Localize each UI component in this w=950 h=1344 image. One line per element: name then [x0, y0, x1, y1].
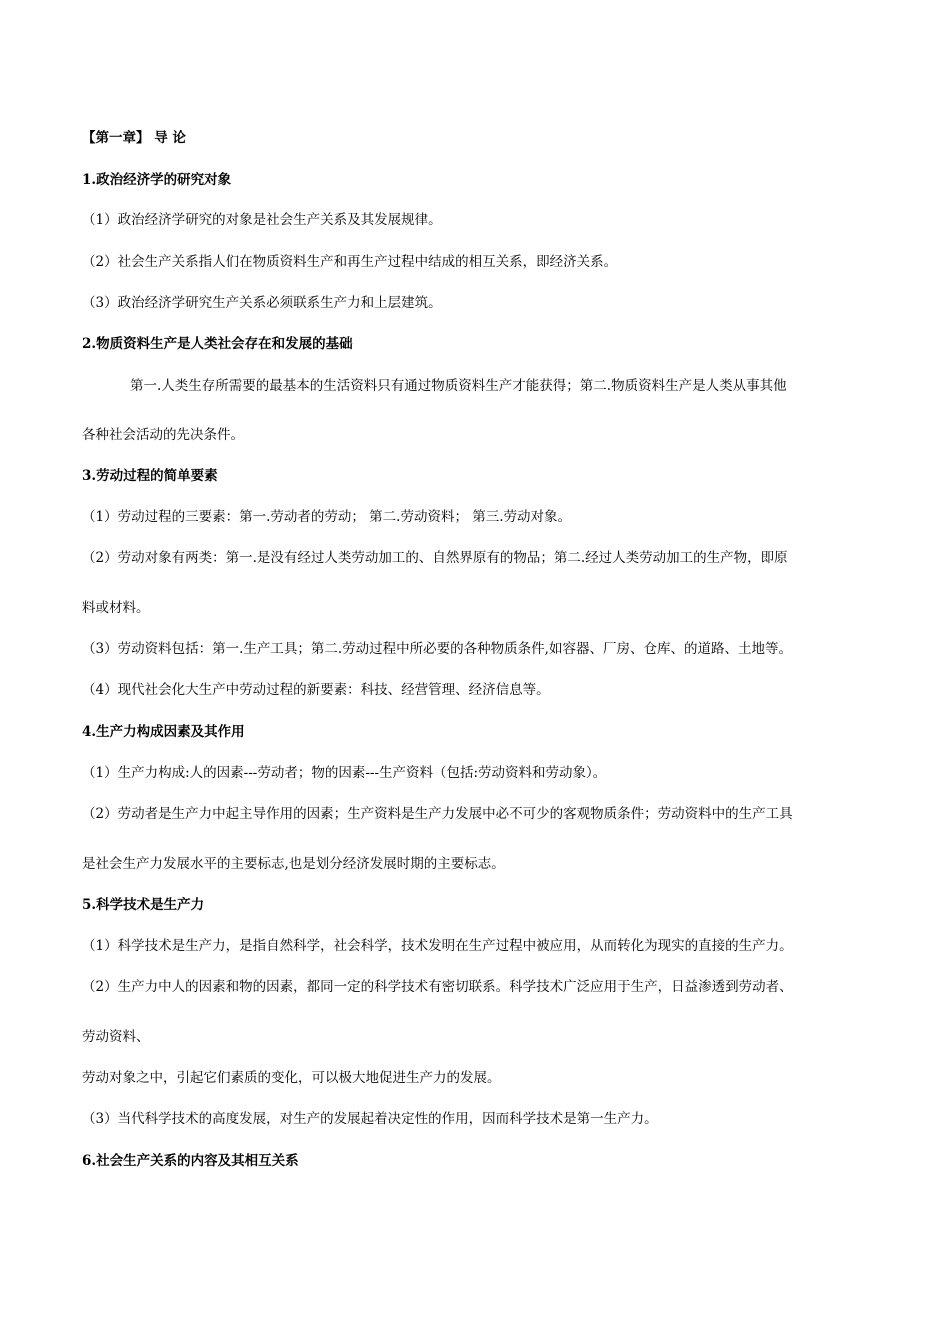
section-heading-6: 6.社会生产关系的内容及其相互关系: [82, 1153, 299, 1169]
paragraph-line: （1）政治经济学研究的对象是社会生产关系及其发展规律。: [82, 212, 442, 228]
section-heading-2: 2.物质资料生产是人类社会存在和发展的基础: [82, 336, 353, 352]
paragraph-line: 劳动资料、: [82, 1029, 150, 1045]
paragraph-line: （1）生产力构成:人的因素---劳动者；物的因素---生产资料（包括:劳动资料和劳动象）。: [82, 765, 607, 781]
paragraph-line: 劳动对象之中，引起它们素质的变化，可以极大地促进生产力的发展。: [82, 1070, 501, 1086]
paragraph-line: （2）生产力中人的因素和物的因素，都同一定的科学技术有密切联系。科学技术广泛应用于生产，日益渗透到劳动者、: [82, 979, 793, 995]
paragraph-line: （1）科学技术是生产力，是指自然科学，社会科学，技术发明在生产过程中被应用，从而转化为现实的直接的生产力。: [82, 938, 793, 954]
section-heading-3: 3.劳动过程的简单要素: [82, 468, 218, 484]
paragraph-line: 料或材料。: [82, 600, 150, 616]
paragraph-line: 是社会生产力发展水平的主要标志,也是划分经济发展时期的主要标志。: [82, 856, 505, 872]
paragraph-line: （2）劳动对象有两类：第一.是没有经过人类劳动加工的、自然界原有的物品；第二.经过人类劳动加工的生产物，即原: [82, 550, 788, 566]
section-heading-4: 4.生产力构成因素及其作用: [82, 724, 245, 740]
section-heading-5: 5.科学技术是生产力: [82, 897, 205, 913]
paragraph-line: （3）当代科学技术的高度发展，对生产的发展起着决定性的作用，因而科学技术是第一生产力。: [82, 1111, 658, 1127]
paragraph-line: 第一.人类生存所需要的最基本的生活资料只有通过物质资料生产才能获得；第二.物质资料生产是人类从事其他: [130, 378, 787, 394]
paragraph-line: （2）劳动者是生产力中起主导作用的因素；生产资料是生产力发展中必不可少的客观物质条件；劳动资料中的生产工具: [82, 806, 793, 822]
paragraph-line: （1）劳动过程的三要素：第一.劳动者的劳动； 第二.劳动资料； 第三.劳动对象。: [82, 509, 572, 525]
paragraph-line: （3）劳动资料包括：第一.生产工具；第二.劳动过程中所必要的各种物质条件,如容器、厂房、仓库、的道路、土地等。: [82, 641, 792, 657]
paragraph-line: （2）社会生产关系指人们在物质资料生产和再生产过程中结成的相互关系，即经济关系。: [82, 254, 618, 270]
paragraph-line: （3）政治经济学研究生产关系必须联系生产力和上层建筑。: [82, 295, 442, 311]
chapter-title: 【第一章】 导 论: [82, 130, 186, 146]
paragraph-line: （4）现代社会化大生产中劳动过程的新要素：科技、经营管理、经济信息等。: [82, 682, 550, 698]
section-heading-1: 1.政治经济学的研究对象: [82, 172, 232, 188]
paragraph-line: 各种社会活动的先决条件。: [82, 427, 244, 443]
